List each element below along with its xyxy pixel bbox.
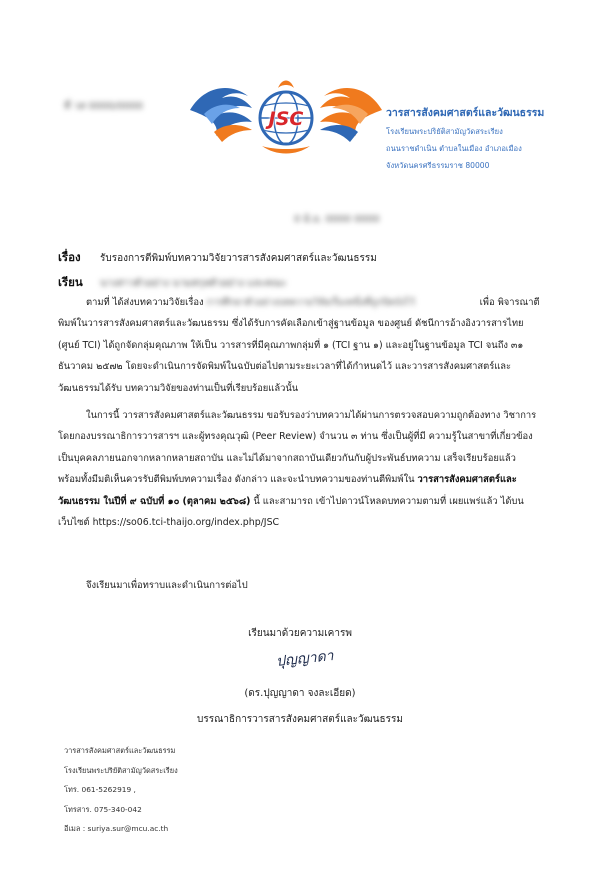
organization-name: วารสารสังคมศาสตร์และวัฒนธรรม <box>386 107 545 119</box>
footer-line: โทร. 061-5262919 , <box>64 785 136 795</box>
body-text: พิจารณาตีพิมพ์ในวารสารสังคมศาสตร์และวัฒนธรรม ซึ่งได้รับการคัดเลือกเข้าสู่ฐานข้อมูล ของศูนย์ ดัชนีการอ้างอิงวารสารไทย (ศูนย์ TCI) ได้ถูกจัดกลุ่มคุณภาพ ให้เป็น วารสารที่มีคุณภาพกลุ่มที่ ๑ (TCI ฐาน ๑) และอยู่ในฐานข้อมูล TCI จนถึง ๓๑ ธันวาคม ๒๕๗๒ โดยจะดำเนินการจัดพิมพ์ในฉบับต่อไปตามระยะเวลาที่ได้กำหนดไว้ และวารสารสังคมศาสตร์และวัฒนธรรมได้รับ บทความวิจัยของท่านเป็นที่เรียบร้อยแล้วนั้น <box>58 297 540 394</box>
organization-block <box>386 104 546 172</box>
publication-issue: วารสารสังคมศาสตร์และวัฒนธรรม ในปีที่ ๙ ฉบับที่ ๑๐ (ตุลาคม ๒๕๖๘) <box>58 474 517 507</box>
recipient-name: นางสาวตัวอย่าง นามสกุลตัวอย่าง และคณะ <box>100 278 287 289</box>
signatory-position: บรรณาธิการวารสารสังคมศาสตร์และวัฒนธรรม <box>197 714 403 725</box>
footer-line: โทรสาร. 075-340-042 <box>64 804 142 814</box>
journal-logo <box>186 74 386 164</box>
footer-line: โรงเรียนพระปริยัติสามัญวัดสระเรียง <box>64 765 178 775</box>
body-text: เพื่อ <box>479 297 495 308</box>
footer-email: อีเมล : suriya.sur@mcu.ac.th <box>64 824 169 834</box>
footer-line: วารสารสังคมศาสตร์และวัฒนธรรม <box>64 746 176 755</box>
closing-regards: เรียนมาด้วยความเคารพ <box>248 628 352 639</box>
footer-contact <box>64 741 178 839</box>
body-text: จึงเรียนมาเพื่อทราบและดำเนินการต่อไป <box>86 580 248 591</box>
body-paragraph-1 <box>58 292 540 399</box>
subject-label: เรื่อง <box>58 250 81 264</box>
organization-address-line: จังหวัดนครศรีธรรมราช 80000 <box>386 161 490 170</box>
signature: ปุญญาดา <box>275 648 335 670</box>
organization-address-line: ถนนราชดำเนิน ตำบลในเมือง อำเภอเมือง <box>386 144 522 153</box>
logo-text: JSC <box>268 108 304 130</box>
signatory-name: (ดร.ปุญญาดา จงละเอียด) <box>244 688 356 699</box>
recipient-label: เรียน <box>58 275 83 289</box>
reference-number: ที่ วส 0000/0000 <box>64 101 143 112</box>
letter-date: 0 มิ.ย. 0000 0000 <box>294 214 380 225</box>
subject-text: รับรองการตีพิมพ์บทความวิจัยวารสารสังคมศาสตร์และวัฒนธรรม <box>100 253 377 264</box>
body-paragraph-3 <box>58 575 540 596</box>
body-text: นี้ และสามารถ เข้าไปดาวน์โหลดบทความตามที่ เผยแพร่แล้ว ได้บนเว็บไซต์ https://so06.tci-thaijo.org/index.php/JSC <box>58 495 524 529</box>
body-paragraph-2 <box>58 405 540 533</box>
article-title: การศึกษาตัวอย่างบทความวิจัยเรื่องหนึ่งที่ถูกปิดบังไว้ <box>206 297 416 308</box>
body-text: ในการนี้ วารสารสังคมศาสตร์และวัฒนธรรม ขอรับรองว่าบทความได้ผ่านการตรวจสอบความถูกต้องทาง วิชาการ โดยกองบรรณาธิการวารสารฯ และผู้ทรงคุณวุฒิ (Peer Review) จำนวน ๓ ท่าน ซึ่งเป็นผู้ที่มี ความรู้ในสาขาที่เกี่ยวข้อง เป็นบุคคลภายนอกจากหลากหลายสถาบัน และไม่ได้มาจากสถาบันเดียวกันกับผู้ประพันธ์บทความ เสร็จเรียบร้อยแล้ว พร้อมทั้งมีมติเห็นควรรับตีพิมพ์บทความเรื่อง ดังกล่าว และจะนำบทความของท่านตีพิมพ์ใน <box>58 410 537 486</box>
body-text: ตามที่ ได้ส่งบทความวิจัยเรื่อง <box>86 297 204 308</box>
organization-address-line: โรงเรียนพระปริยัติสามัญวัดสระเรียง <box>386 127 503 136</box>
